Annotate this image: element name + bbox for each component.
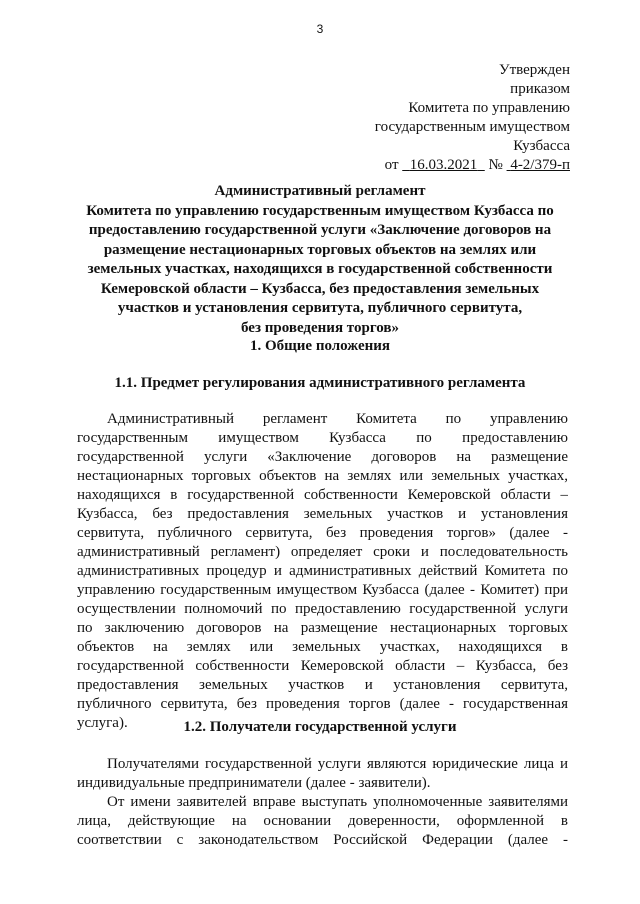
text-line: государственной услуги «Заключение договоров на размещение: [77, 449, 568, 465]
text-line: лица, действующие на основании доверенности, оформленной в: [77, 813, 568, 829]
text-line: объектов на землях или земельных участках, находящихся в: [77, 639, 568, 655]
text-line: Получателями государственной услуги являются юридические лица и: [107, 756, 568, 772]
title-line: Административный регламент: [214, 183, 426, 199]
approval-block: [375, 61, 570, 175]
text-line: государственным имуществом Кузбасса по предоставлению: [77, 430, 568, 446]
text-line: соответствии с законодательством Российской Федерации (далее -: [77, 832, 568, 848]
text-line: управлению государственным имуществом Кузбасса (далее - Комитет) при: [77, 582, 568, 598]
text-line: осуществлении полномочий по предоставлению государственной услуги: [77, 601, 568, 617]
document-title: [60, 182, 580, 338]
text-line: услуга).: [77, 715, 128, 731]
text-line: индивидуальные предприниматели (далее - заявители).: [77, 775, 431, 791]
title-line: предоставлению государственной услуги «Заключение договоров на: [88, 222, 552, 238]
section-heading-1-2: 1.2. Получатели государственной услуги: [183, 719, 457, 735]
section-heading-1-1: 1.1. Предмет регулирования административного регламента: [114, 375, 526, 391]
text-line: государственной собственности Кемеровской области – Кузбасса, без: [77, 658, 568, 674]
approval-line: государственным имуществом: [374, 119, 570, 135]
title-line: Кемеровской области – Кузбасса, без предоставления земельных: [100, 280, 540, 297]
approval-date: 16.03.2021: [409, 157, 478, 173]
text-line: Кузбасса, без предоставления земельных участков и установления: [77, 506, 568, 522]
approval-line: Комитета по управлению: [408, 100, 570, 116]
paragraph-subject: [77, 410, 568, 733]
approval-line: приказом: [510, 81, 570, 97]
text-line: От имени заявителей вправе выступать уполномоченные заявителями: [107, 794, 568, 810]
page-number: 3: [316, 22, 324, 36]
date-prefix: от: [384, 157, 399, 173]
approval-date-line: [375, 156, 570, 175]
title-line: размещение нестационарных торговых объектов на землях или: [103, 241, 537, 258]
approval-line: Кузбасса: [513, 138, 570, 154]
text-line: нестационарных торговых объектов на землях или земельных участках,: [77, 468, 568, 484]
title-line: без проведения торгов»: [241, 319, 399, 336]
approval-number: 4-2/379-п: [510, 157, 570, 173]
title-line: земельных участках, находящихся в государственной собственности: [87, 261, 553, 277]
text-line: предоставления земельных участков и установления сервитута,: [77, 677, 568, 693]
title-line: Комитета по управлению государственным имуществом Кузбасса по: [86, 202, 554, 219]
text-line: публичного сервитута, без проведения торгов (далее - государственная: [77, 696, 568, 712]
text-line: сервитута, публичного сервитута, без проведения торгов» (далее -: [77, 525, 568, 541]
text-line: Административный регламент Комитета по управлению: [107, 411, 568, 427]
section-heading-1: 1. Общие положения: [249, 338, 391, 354]
text-line: находящихся в государственной собственности Кемеровской области –: [77, 487, 568, 503]
paragraph-recipients: [77, 755, 568, 850]
number-prefix: №: [488, 157, 503, 173]
text-line: административный регламент) определяет сроки и последовательность: [77, 544, 568, 560]
text-line: по заключению договоров на размещение нестационарных торговых: [77, 620, 568, 636]
title-line: участков и установления сервитута, публичного сервитута,: [117, 300, 523, 316]
text-line: административных процедур и административных действий Комитета по: [77, 563, 568, 579]
approval-line: Утвержден: [498, 62, 570, 78]
